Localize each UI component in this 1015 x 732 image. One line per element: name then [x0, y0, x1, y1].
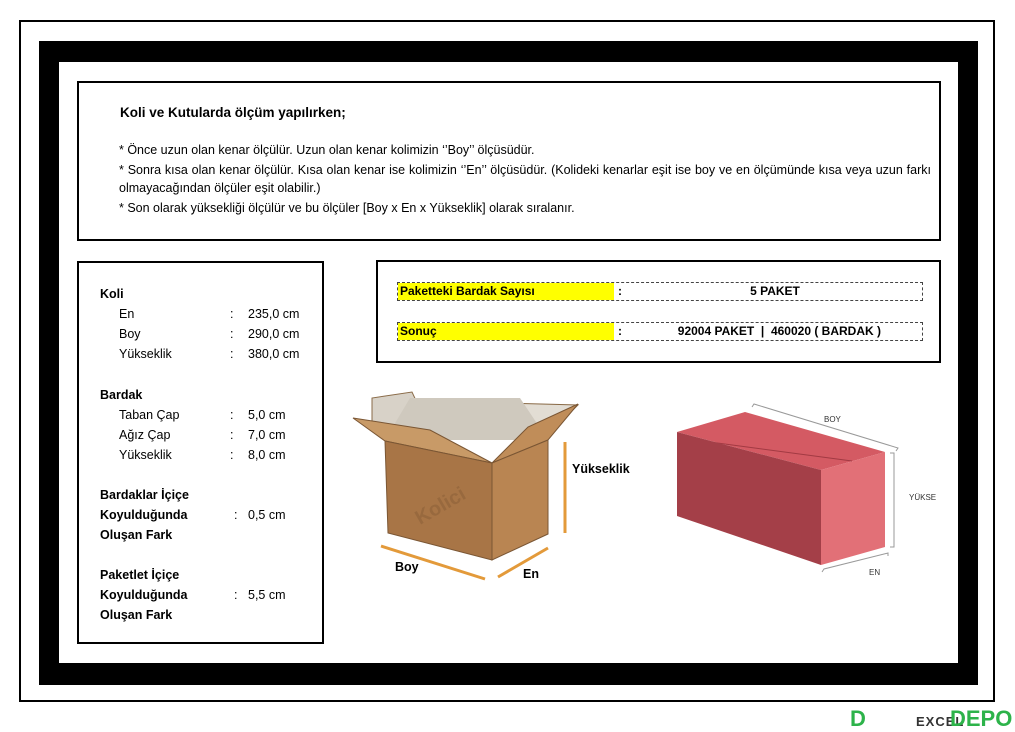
spec-value: 7,0 cm [248, 428, 286, 442]
excel-logo: EXCEL [916, 714, 965, 729]
spec-colon: : [234, 588, 238, 602]
spec-value: 235,0 cm [248, 307, 300, 321]
depo-logo: DEPO [950, 706, 1013, 731]
closed-length-label: BOY [824, 415, 841, 424]
spec-label: Taban Çap [119, 408, 180, 422]
spec-value: 8,0 cm [248, 448, 286, 462]
logo-left-icon: D [850, 706, 866, 731]
closed-height-label: YÜKSE [909, 493, 937, 502]
package-count-label: Paketteki Bardak Sayısı [398, 283, 614, 300]
spec-value: 5,0 cm [248, 408, 286, 422]
spec-value: 290,0 cm [248, 327, 300, 341]
spec-colon: : [230, 307, 234, 321]
height-label: Yükseklik [572, 462, 630, 476]
result-colon: : [618, 284, 622, 298]
spec-value: 0,5 cm [248, 508, 286, 522]
spec-colon: : [230, 428, 234, 442]
instruction-line-3: * Son olarak yüksekliği ölçülür ve bu ölçüler [Boy x En x Yükseklik] olarak sıralanır. [119, 201, 575, 215]
instruction-line-2: * Sonra kısa olan kenar ölçülür. Kısa olan kenar ise kolimizin ‘’En’’ ölçüsüdür. (Kolideki kenarlar eşit ise boy ve en ölçümünde kısa veya uzun farkı olmayacağından ölçüler eşit olabilir.) [119, 163, 931, 195]
spec-label: En [119, 307, 135, 321]
length-label: Boy [395, 560, 419, 574]
spec-label: Boy [119, 327, 141, 341]
spec-colon: : [234, 508, 238, 522]
total-label: Sonuç [398, 323, 614, 340]
instructions-title: Koli ve Kutularda ölçüm yapılırken; [120, 105, 346, 120]
spec-value: 380,0 cm [248, 347, 300, 361]
spec-colon: : [230, 347, 234, 361]
paket-fark-heading-2: Koyulduğunda [100, 588, 188, 602]
bardak-heading: Bardak [100, 388, 143, 402]
paket-fark-heading: Paketlet İçiçe [100, 568, 180, 582]
bardak-fark-heading: Bardaklar İçiçe [100, 488, 189, 502]
spec-label: Ağız Çap [119, 428, 171, 442]
spec-label: Yükseklik [119, 347, 172, 361]
spec-colon: : [230, 448, 234, 462]
instruction-line-1: * Önce uzun olan kenar ölçülür. Uzun olan kenar kolimizin ‘’Boy’’ ölçüsüdür. [119, 143, 535, 157]
spec-label: Yükseklik [119, 448, 172, 462]
paket-fark-heading-3: Oluşan Fark [100, 608, 173, 622]
closed-width-label: EN [869, 568, 881, 577]
bardak-fark-heading-3: Oluşan Fark [100, 528, 173, 542]
spec-colon: : [230, 327, 234, 341]
result-colon: : [618, 324, 622, 338]
spec-value: 5,5 cm [248, 588, 286, 602]
koli-heading: Koli [100, 287, 124, 301]
package-count-value: 5 PAKET [750, 284, 800, 298]
width-label: En [523, 567, 539, 581]
box-stamp: Kolici [411, 483, 470, 530]
spec-colon: : [230, 408, 234, 422]
total-value: 92004 PAKET | 460020 ( BARDAK ) [677, 324, 881, 338]
bardak-fark-heading-2: Koyulduğunda [100, 508, 188, 522]
